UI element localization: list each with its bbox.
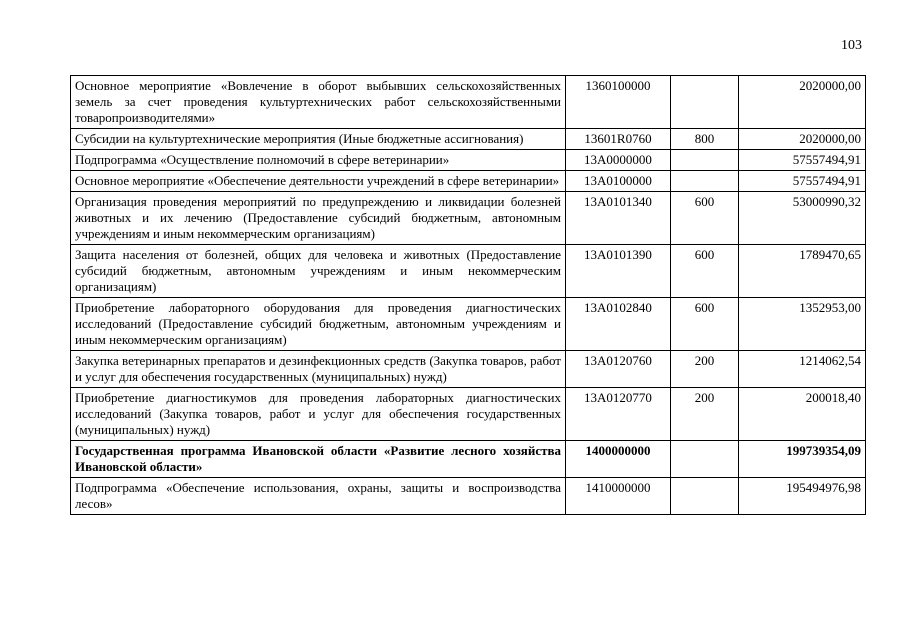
row-code-cell: 13А0120770 xyxy=(566,388,671,441)
row-type-cell xyxy=(671,441,739,478)
row-name-cell: Закупка ветеринарных препаратов и дезинфекционных средств (Закупка товаров, работ и услуг для обеспечения государственных (муниципальных) нужд) xyxy=(71,351,566,388)
table-row xyxy=(71,76,866,129)
budget-table xyxy=(70,75,866,515)
row-type-cell xyxy=(671,76,739,129)
row-code-cell: 13А0120760 xyxy=(566,351,671,388)
row-sum-cell: 1352953,00 xyxy=(739,298,866,351)
row-name-cell: Приобретение диагностикумов для проведения лабораторных диагностических исследований (Закупка товаров, работ и услуг для обеспечения государственных (муниципальных) нужд) xyxy=(71,388,566,441)
row-sum-cell: 199739354,09 xyxy=(739,441,866,478)
row-type-cell: 200 xyxy=(671,388,739,441)
table-row xyxy=(71,351,866,388)
row-code-cell: 1410000000 xyxy=(566,478,671,515)
row-name-cell: Приобретение лабораторного оборудования для проведения диагностических исследований (Предоставление субсидий бюджетным, автономным учреждениям и иным некоммерческим организациям) xyxy=(71,298,566,351)
row-type-cell: 600 xyxy=(671,245,739,298)
row-type-cell xyxy=(671,150,739,171)
table-row xyxy=(71,192,866,245)
row-sum-cell: 1789470,65 xyxy=(739,245,866,298)
row-sum-cell: 53000990,32 xyxy=(739,192,866,245)
table-row xyxy=(71,150,866,171)
row-code-cell: 13А0000000 xyxy=(566,150,671,171)
row-sum-cell: 2020000,00 xyxy=(739,129,866,150)
page-number: 103 xyxy=(841,38,862,53)
row-type-cell: 200 xyxy=(671,351,739,388)
row-name-cell: Субсидии на культуртехнические мероприятия (Иные бюджетные ассигнования) xyxy=(71,129,566,150)
table-row xyxy=(71,245,866,298)
row-type-cell xyxy=(671,478,739,515)
table-row xyxy=(71,171,866,192)
row-name-cell: Подпрограмма «Обеспечение использования, охраны, защиты и воспроизводства лесов» xyxy=(71,478,566,515)
row-type-cell: 800 xyxy=(671,129,739,150)
table-row xyxy=(71,478,866,515)
row-name-cell: Государственная программа Ивановской области «Развитие лесного хозяйства Ивановской области» xyxy=(71,441,566,478)
row-type-cell: 600 xyxy=(671,192,739,245)
table-row xyxy=(71,441,866,478)
row-code-cell: 13А0100000 xyxy=(566,171,671,192)
row-code-cell: 13А0101340 xyxy=(566,192,671,245)
row-name-cell: Основное мероприятие «Вовлечение в оборот выбывших сельскохозяйственных земель за счет проведения культуртехнических работ сельскохозяйственными товаропроизводителями» xyxy=(71,76,566,129)
row-type-cell: 600 xyxy=(671,298,739,351)
row-code-cell: 13А0102840 xyxy=(566,298,671,351)
row-sum-cell: 2020000,00 xyxy=(739,76,866,129)
table-row xyxy=(71,388,866,441)
row-name-cell: Подпрограмма «Осуществление полномочий в сфере ветеринарии» xyxy=(71,150,566,171)
row-name-cell: Защита населения от болезней, общих для человека и животных (Предоставление субсидий бюджетным, автономным учреждениям и иным некоммерческим организациям) xyxy=(71,245,566,298)
row-code-cell: 1400000000 xyxy=(566,441,671,478)
row-code-cell: 13А0101390 xyxy=(566,245,671,298)
row-sum-cell: 1214062,54 xyxy=(739,351,866,388)
row-code-cell: 13601R0760 xyxy=(566,129,671,150)
row-type-cell xyxy=(671,171,739,192)
budget-table-body xyxy=(71,76,866,515)
row-sum-cell: 57557494,91 xyxy=(739,171,866,192)
row-name-cell: Организация проведения мероприятий по предупреждению и ликвидации болезней животных и их лечению (Предоставление субсидий бюджетным, автономным учреждениям и иным некоммерческим организациям) xyxy=(71,192,566,245)
table-row xyxy=(71,129,866,150)
row-sum-cell: 195494976,98 xyxy=(739,478,866,515)
row-sum-cell: 200018,40 xyxy=(739,388,866,441)
table-row xyxy=(71,298,866,351)
row-code-cell: 1360100000 xyxy=(566,76,671,129)
row-name-cell: Основное мероприятие «Обеспечение деятельности учреждений в сфере ветеринарии» xyxy=(71,171,566,192)
row-sum-cell: 57557494,91 xyxy=(739,150,866,171)
